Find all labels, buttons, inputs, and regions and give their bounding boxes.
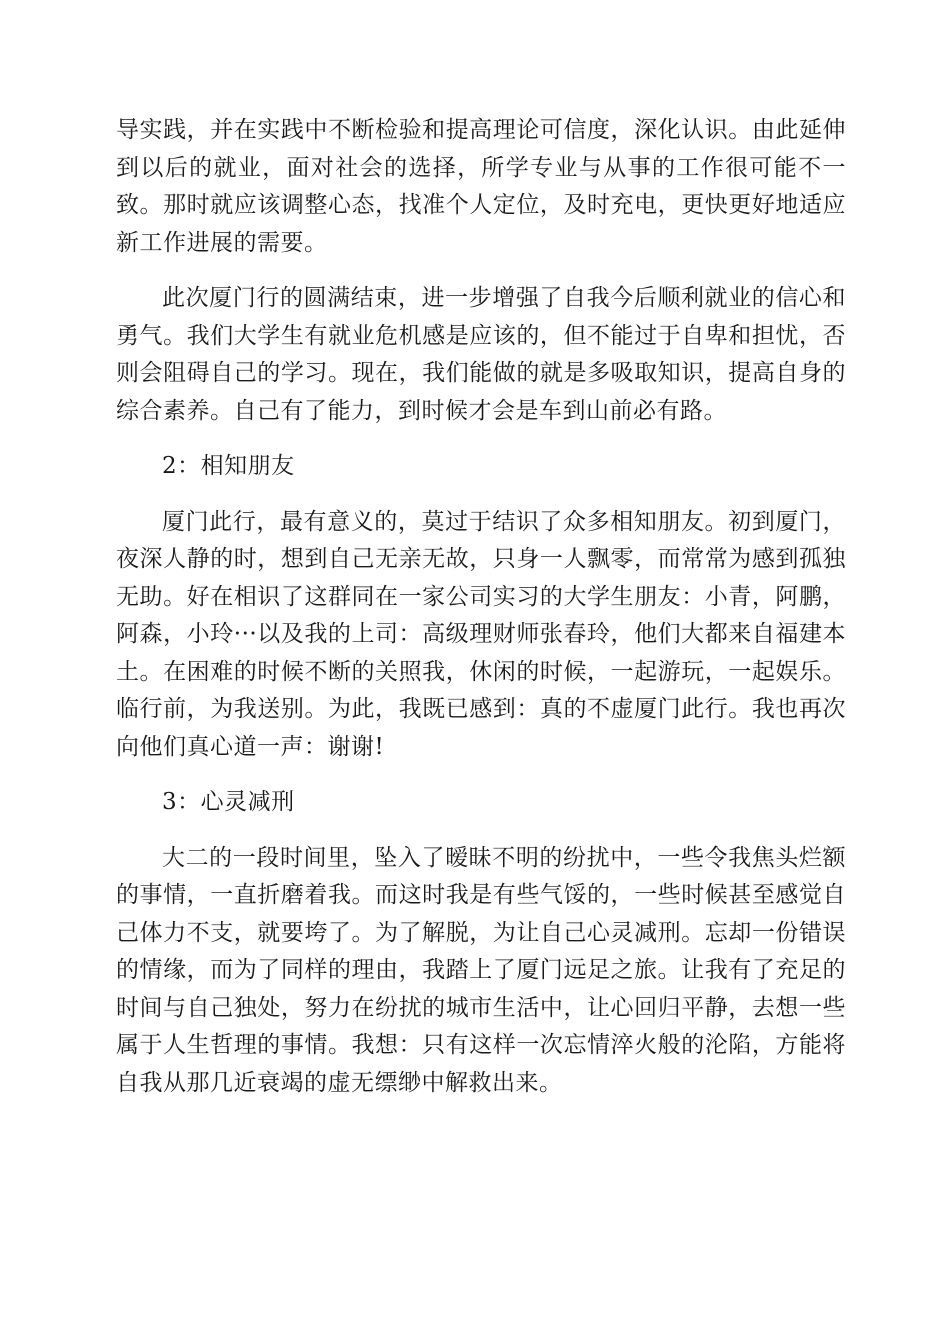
document-body [116, 112, 846, 1120]
paragraph-1: 导实践，并在实践中不断检验和提高理论可信度，深化认识。由此延伸到以后的就业，面对社会的选择，所学专业与从事的工作很可能不一致。那时就应该调整心态，找准个人定位，及时充电，更快更好地适应新工作进展的需要。 [116, 117, 846, 256]
section-heading-friends: 2：相知朋友 [162, 453, 295, 479]
paragraph-2: 此次厦门行的圆满结束，进一步增强了自我今后顺利就业的信心和勇气。我们大学生有就业危机感是应该的，但不能过于自卑和担忧，否则会阻碍自己的学习。现在，我们能做的就是多吸取知识，提高自身的综合素养。自己有了能力，到时候才会是车到山前必有路。 [116, 285, 846, 424]
section-heading-heart: 3：心灵减刑 [162, 789, 295, 815]
paragraph-3: 厦门此行，最有意义的，莫过于结识了众多相知朋友。初到厦门，夜深人静的时，想到自己无亲无故，只身一人飘零，而常常为感到孤独无助。好在相识了这群同在一家公司实习的大学生朋友：小青，阿鹏，阿森，小玲···以及我的上司：高级理财师张春玲，他们大都来自福建本土。在困难的时候不断的关照我，休闲的时候，一起游玩，一起娱乐。临行前，为我送别。为此，我既已感到：真的不虚厦门此行。我也再次向他们真心道一声：谢谢! [116, 508, 846, 760]
paragraph-4: 大二的一段时间里，坠入了暧昧不明的纷扰中，一些令我焦头烂额的事情，一直折磨着我。而这时我是有些气馁的，一些时候甚至感觉自己体力不支，就要垮了。为了解脱，为让自己心灵减刑。忘却一份错误的情缘，而为了同样的理由，我踏上了厦门远足之旅。让我有了充足的时间与自己独处，努力在纷扰的城市生活中，让心回归平静，去想一些属于人生哲理的事情。我想：只有这样一次忘情淬火般的沦陷，方能将自我从那几近衰竭的虚无缥缈中解救出来。 [116, 844, 846, 1096]
